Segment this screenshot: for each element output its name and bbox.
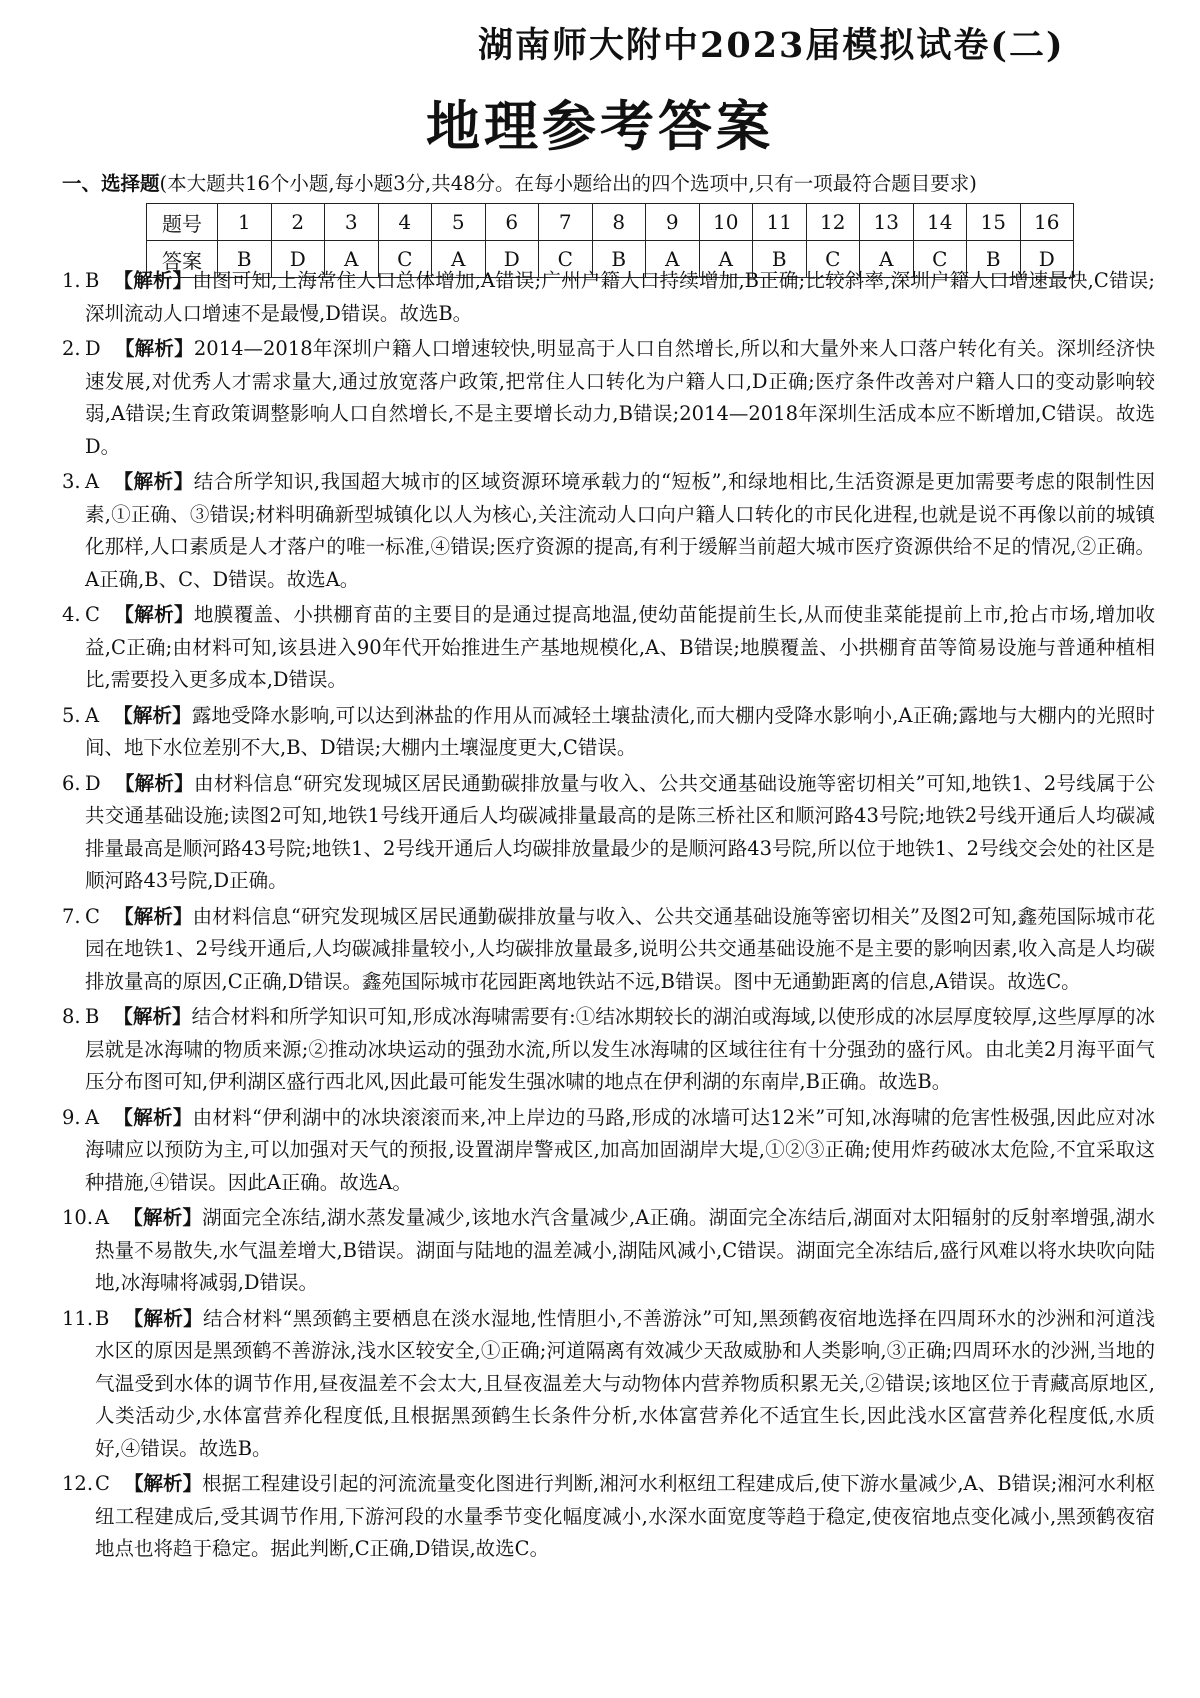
answer-cell: D	[485, 241, 539, 278]
explanation-text: 由材料信息“研究发现城区居民通勤碳排放量与收入、公共交通基础设施等密切相关”可知,地铁1、2号线属于公共交通基础设施;读图2可知,地铁1号线开通后人均碳减排量最高的是陈三桥社区和顺河路43号院;地铁2号线开通后人均碳减排量最高是顺河路43号院;地铁1、2号线开通后人均碳排放量最少的是顺河路43号院,所以位于地铁1、2号线交会处的社区是顺河路43号院,D正确。	[85, 771, 1155, 892]
explanation-item	[62, 466, 1155, 596]
item-number: 9.	[62, 1105, 81, 1129]
question-number: 10	[699, 204, 753, 241]
item-answer: A	[85, 1105, 100, 1129]
answer-cell: A	[646, 241, 700, 278]
item-answer: A	[95, 1206, 110, 1229]
section-heading-instructions: (本大题共16个小题,每小题3分,共48分。在每小题给出的四个选项中,只有一项最符合题目要求)	[159, 172, 977, 195]
section-heading-label: 一、选择题	[62, 172, 160, 195]
explanation-text: 2014—2018年深圳户籍人口增速较快,明显高于人口自然增长,所以和大量外来人口落户转化有关。深圳经济快速发展,对优秀人才需求量大,通过放宽落户政策,把常住人口转化为户籍人口,D正确;医疗条件改善对户籍人口的变动影响较弱,A错误;生育政策调整影响人口自然增长,不是主要增长动力,B错误;2014—2018年深圳生活成本应不断增加,C错误。故选D。	[85, 337, 1155, 458]
explanation-tag: 【解析】	[113, 603, 194, 626]
explanation-tag: 【解析】	[113, 1105, 193, 1129]
explanation-item	[62, 901, 1155, 999]
explanation-tag: 【解析】	[123, 1472, 203, 1495]
explanation-tag: 【解析】	[114, 337, 194, 360]
question-number: 2	[271, 204, 325, 241]
table-row-label: 答案	[147, 241, 218, 278]
item-answer: D	[85, 337, 101, 360]
explanation-tag: 【解析】	[113, 1005, 192, 1028]
item-number: 8.	[62, 1005, 81, 1028]
explanation-item	[62, 768, 1155, 898]
explanation-tag: 【解析】	[113, 904, 193, 928]
explanation-tag: 【解析】	[113, 470, 194, 493]
question-number: 12	[806, 204, 860, 241]
item-answer: A	[85, 703, 100, 727]
item-number: 7.	[62, 904, 81, 928]
explanation-item	[62, 1468, 1155, 1566]
explanation-text: 地膜覆盖、小拱棚育苗的主要目的是通过提高地温,使幼苗能提前生长,从而使韭菜能提前上市,抢占市场,增加收益,C正确;由材料可知,该县进入90年代开始推进生产基地规模化,A、B错误;地膜覆盖、小拱棚育苗等简易设施与普通种植相比,需要投入更多成本,D错误。	[85, 603, 1155, 691]
answer-cell: A	[860, 241, 914, 278]
answer-cell: C	[539, 241, 593, 278]
item-answer: B	[85, 1005, 100, 1028]
question-number: 7	[539, 204, 593, 241]
explanation-tag: 【解析】	[123, 1306, 203, 1330]
question-number: 1	[218, 204, 272, 241]
item-number: 4.	[62, 603, 81, 626]
answer-cell: B	[218, 241, 272, 278]
item-answer: B	[85, 269, 100, 292]
answer-cell: B	[592, 241, 646, 278]
question-number: 8	[592, 204, 646, 241]
answer-cell: C	[913, 241, 967, 278]
question-number: 6	[485, 204, 539, 241]
explanations-list	[62, 265, 1155, 1569]
item-answer: B	[95, 1306, 110, 1330]
item-answer: D	[85, 771, 101, 795]
item-answer: C	[85, 603, 100, 626]
question-number: 14	[913, 204, 967, 241]
explanation-item	[62, 265, 1155, 330]
answer-cell: A	[325, 241, 379, 278]
answer-table-number-row	[147, 204, 1074, 241]
explanation-item	[62, 1001, 1155, 1099]
item-number: 6.	[62, 771, 81, 795]
answer-cell: D	[271, 241, 325, 278]
question-number: 15	[967, 204, 1021, 241]
item-answer: C	[95, 1472, 110, 1495]
question-number: 9	[646, 204, 700, 241]
explanation-tag: 【解析】	[114, 771, 194, 795]
explanation-text: 露地受降水影响,可以达到淋盐的作用从而减轻土壤盐渍化,而大棚内受降水影响小,A正确;露地与大棚内的光照时间、地下水位差别不大,B、D错误;大棚内土壤湿度更大,C错误。	[85, 703, 1155, 759]
explanation-item	[62, 1102, 1155, 1200]
item-number: 10.	[62, 1206, 94, 1229]
explanation-tag: 【解析】	[113, 269, 193, 292]
item-number: 12.	[62, 1472, 94, 1495]
table-row-label: 题号	[147, 204, 218, 241]
page-title: 地理参考答案	[426, 95, 774, 158]
answer-cell: C	[378, 241, 432, 278]
question-number: 5	[432, 204, 486, 241]
answer-cell: C	[806, 241, 860, 278]
explanation-item	[62, 700, 1155, 765]
answer-cell: B	[753, 241, 807, 278]
explanation-item	[62, 333, 1155, 463]
item-number: 11.	[62, 1306, 94, 1330]
answer-cell: A	[699, 241, 753, 278]
explanation-text: 湖面完全冻结,湖水蒸发量减少,该地水汽含量减少,A正确。湖面完全冻结后,湖面对太阳辐射的反射率增强,湖水热量不易散失,水气温差增大,B错误。湖面与陆地的温差减小,湖陆风减小,C错误。湖面完全冻结后,盛行风难以将水块吹向陆地,冰海啸将减弱,D错误。	[95, 1206, 1155, 1294]
question-number: 3	[325, 204, 379, 241]
question-number: 16	[1020, 204, 1074, 241]
explanation-item	[62, 599, 1155, 697]
explanation-text: 根据工程建设引起的河流流量变化图进行判断,湘河水利枢纽工程建成后,使下游水量减少,A、B错误;湘河水利枢纽工程建成后,受其调节作用,下游河段的水量季节变化幅度减小,水深水面宽度等趋于稳定,使夜宿地点变化减小,黑颈鹤夜宿地点也将趋于稳定。据此判断,C正确,D错误,故选C。	[95, 1472, 1155, 1560]
item-number: 5.	[62, 703, 81, 727]
item-answer: A	[85, 470, 100, 493]
explanation-tag: 【解析】	[123, 1206, 203, 1229]
explanation-text: 由图可知,上海常住人口总体增加,A错误;广州户籍人口持续增加,B正确;比较斜率,深圳户籍人口增速最快,C错误;深圳流动人口增速不是最慢,D错误。故选B。	[85, 269, 1155, 325]
item-answer: C	[85, 904, 100, 928]
section-heading	[62, 168, 977, 196]
question-number: 11	[753, 204, 807, 241]
explanation-tag: 【解析】	[113, 703, 192, 727]
exam-title: 湖南师大附中2023届模拟试卷(二)	[478, 25, 1065, 66]
explanation-text: 结合材料“黑颈鹤主要栖息在淡水湿地,性情胆小,不善游泳”可知,黑颈鹤夜宿地选择在四周环水的沙洲和河道浅水区的原因是黑颈鹤不善游泳,浅水区较安全,①正确;河道隔离有效减少天敌威胁和人类影响,③正确;四周环水的沙洲,当地的气温受到水体的调节作用,昼夜温差不会太大,且昼夜温差大与动物体内营养物质积累无关,②错误;该地区位于青藏高原地区,人类活动少,水体富营养化程度低,且根据黑颈鹤生长条件分析,水体富营养化不适宜生长,因此浅水区富营养化程度低,水质好,④错误。故选B。	[95, 1306, 1155, 1460]
item-number: 1.	[62, 269, 81, 292]
answer-cell: D	[1020, 241, 1074, 278]
explanation-text: 结合所学知识,我国超大城市的区域资源环境承载力的“短板”,和绿地相比,生活资源是更加需要考虑的限制性因素,①正确、③错误;材料明确新型城镇化以人为核心,关注流动人口向户籍人口转化的市民化进程,也就是说不再像以前的城镇化那样,人口素质是人才落户的唯一标准,④错误;医疗资源的提高,有利于缓解当前超大城市医疗资源供给不足的情况,②正确。A正确,B、C、D错误。故选A。	[85, 470, 1155, 591]
answer-cell: A	[432, 241, 486, 278]
explanation-text: 由材料信息“研究发现城区居民通勤碳排放量与收入、公共交通基础设施等密切相关”及图2可知,鑫苑国际城市花园在地铁1、2号线开通后,人均碳减排量较小,人均碳排放量最多,说明公共交通基础设施不是主要的影响因素,收入高是人均碳排放量高的原因,C正确,D错误。鑫苑国际城市花园距离地铁站不远,B错误。图中无通勤距离的信息,A错误。故选C。	[85, 904, 1155, 993]
question-number: 4	[378, 204, 432, 241]
answer-cell: B	[967, 241, 1021, 278]
explanation-item	[62, 1303, 1155, 1466]
explanation-item	[62, 1202, 1155, 1300]
question-number: 13	[860, 204, 914, 241]
explanation-text: 结合材料和所学知识可知,形成冰海啸需要有:①结冰期较长的湖泊或海域,以使形成的冰层厚度较厚,这些厚厚的冰层就是冰海啸的物质来源;②推动冰块运动的强劲水流,所以发生冰海啸的区域往往有十分强劲的盛行风。由北美2月海平面气压分布图可知,伊利湖区盛行西北风,因此最可能发生强冰啸的地点在伊利湖的东南岸,B正确。故选B。	[85, 1005, 1155, 1093]
item-number: 3.	[62, 470, 81, 493]
item-number: 2.	[62, 337, 81, 360]
explanation-text: 由材料“伊利湖中的冰块滚滚而来,冲上岸边的马路,形成的冰墙可达12米”可知,冰海啸的危害性极强,因此应对冰海啸应以预防为主,可以加强对天气的预报,设置湖岸警戒区,加高加固湖岸大堤,①②③正确;使用炸药破冰太危险,不宜采取这种措施,④错误。因此A正确。故选A。	[85, 1105, 1155, 1194]
